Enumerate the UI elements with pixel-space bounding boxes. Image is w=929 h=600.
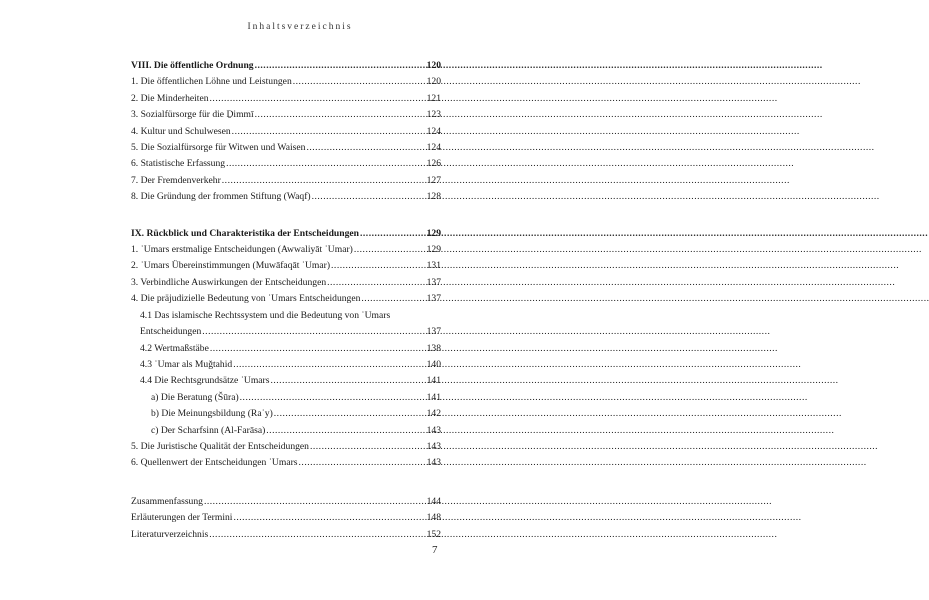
toc-heading-text: VIII. Die öffentliche Ordnung (131, 60, 254, 71)
leader-dots (310, 439, 426, 455)
toc-entry-text: 2. Die Minderheiten (131, 92, 209, 104)
toc-entry-text: 4.2 Wertmaßstäbe (140, 342, 209, 354)
toc-heading-page: 120 (426, 60, 441, 71)
toc-entry-text: 4.3 ʿUmar als Muǧtahid (140, 358, 233, 370)
leader-dots (270, 373, 425, 389)
toc-entry (131, 494, 441, 510)
toc-entry-text: 4.4 Die Rechtsgrundsätze ʿUmars (140, 375, 270, 387)
toc-entry (131, 173, 441, 189)
toc-entry-page: 124 (426, 142, 441, 154)
toc-entry (131, 156, 441, 172)
leader-dots (240, 390, 426, 406)
toc-entry-page: 141 (426, 391, 441, 403)
toc-entry-page: 148 (426, 512, 441, 524)
leader-dots (204, 494, 426, 510)
leader-dots (210, 91, 426, 107)
toc-entry-page: 120 (426, 76, 441, 88)
toc-entry (131, 455, 441, 471)
toc-back-matter (131, 494, 441, 543)
leader-dots (210, 341, 426, 357)
toc-entry-text: Erläuterungen der Termini (131, 512, 233, 524)
leader-dots (306, 140, 425, 156)
toc-entry (131, 373, 441, 389)
toc-entry-text: 8. Die Gründung der frommen Stiftung (Waqf) (131, 191, 311, 203)
toc-entry (131, 423, 441, 439)
toc-entry-page: 123 (426, 109, 441, 121)
toc-entry (131, 107, 441, 123)
toc-entry-page: 143 (426, 424, 441, 436)
toc-entry-text: 2. ʿUmars Übereinstimmungen (Muwāfaqāt ʿUmar) (131, 260, 331, 272)
toc-entry-text: Entscheidungen (140, 326, 202, 338)
toc-entry-page: 143 (426, 440, 441, 452)
toc-entry-text: 5. Die Sozialfürsorge für Witwen und Waisen (131, 142, 306, 154)
toc-heading (131, 226, 441, 242)
toc-entry-page: 121 (426, 92, 441, 104)
leader-dots (255, 107, 426, 123)
toc-entry-text: 4. Kultur und Schulwesen (131, 125, 231, 137)
toc-entry-page: 126 (426, 158, 441, 170)
toc-entry-page: 142 (426, 408, 441, 420)
leader-dots (327, 275, 425, 291)
leader-dots (312, 189, 426, 205)
leader-dots (266, 423, 425, 439)
toc-entry (131, 258, 441, 274)
toc-entry-text: 3. Verbindliche Auswirkungen der Entscheidungen (131, 276, 327, 288)
toc-entry (131, 242, 441, 258)
table-of-contents (131, 58, 441, 543)
toc-entry-page: 127 (426, 174, 441, 186)
leader-dots (202, 324, 425, 340)
toc-entry (131, 291, 441, 307)
toc-entry-page: 129 (426, 244, 441, 256)
toc-entry-text: 3. Sozialfürsorge für die Ḏimmī (131, 109, 254, 121)
leader-dots (274, 406, 426, 422)
leader-dots (226, 156, 426, 172)
toc-entry (131, 275, 441, 291)
toc-entry (131, 140, 441, 156)
leader-dots (222, 173, 426, 189)
toc-section-ix (131, 226, 441, 472)
toc-entry-text: Zusammenfassung (131, 495, 203, 507)
toc-entry (131, 74, 441, 90)
toc-entry-text: 6. Quellenwert der Entscheidungen ʿUmars (131, 457, 298, 469)
toc-entry (131, 189, 441, 205)
leader-dots (233, 357, 425, 373)
toc-entry (131, 406, 441, 422)
toc-entry (131, 510, 441, 526)
toc-entry-text: 1. Die öffentlichen Löhne und Leistungen (131, 76, 292, 88)
toc-entry (131, 341, 441, 357)
toc-entry-text: b) Die Meinungsbildung (Raʾy) (151, 408, 273, 420)
toc-entry (131, 91, 441, 107)
toc-entry-text: 1. ʿUmars erstmalige Entscheidungen (Awwaliyāt ʿUmar) (131, 244, 353, 256)
toc-entry (131, 527, 441, 543)
toc-entry-page: 140 (426, 358, 441, 370)
toc-entry-page: 152 (426, 528, 441, 540)
toc-entry-page: 137 (426, 326, 441, 338)
toc-entry (131, 124, 441, 140)
page-number: 7 (432, 544, 438, 556)
leader-dots (360, 226, 426, 242)
toc-entry-page: 137 (426, 293, 441, 305)
toc-entry-page: 137 (426, 276, 441, 288)
leader-dots (293, 74, 426, 90)
toc-entry-page: 131 (426, 260, 441, 272)
toc-heading (131, 58, 441, 74)
toc-entry-text: Literaturverzeichnis (131, 528, 209, 540)
toc-entry-page: 141 (426, 375, 441, 387)
toc-section-viii (131, 58, 441, 206)
toc-entry-page: 128 (426, 191, 441, 203)
toc-entry-text: 7. Der Fremdenverkehr (131, 174, 221, 186)
leader-dots (299, 455, 426, 471)
leader-dots (233, 510, 425, 526)
leader-dots (354, 242, 426, 258)
toc-entry-page: 138 (426, 342, 441, 354)
leader-dots (331, 258, 426, 274)
toc-entry-page: 144 (426, 495, 441, 507)
toc-entry-text: 5. Die Juristische Qualität der Entscheidungen (131, 440, 309, 452)
toc-heading-text: IX. Rückblick und Charakteristika der Entscheidungen (131, 227, 359, 239)
toc-entry-text: c) Der Scharfsinn (Al-Farāsa) (151, 424, 266, 436)
leader-dots (232, 124, 426, 140)
leader-dots (255, 58, 426, 74)
toc-entry-text: a) Die Beratung (Šūra) (151, 391, 239, 403)
toc-entry-page: 124 (426, 125, 441, 137)
toc-entry (131, 439, 441, 455)
toc-entry-text: 6. Statistische Erfassung (131, 158, 226, 170)
leader-dots (361, 291, 425, 307)
toc-entry-text: 4. Die präjudizielle Bedeutung von ʿUmars Entscheidungen (131, 293, 361, 305)
running-head: Inhaltsverzeichnis (247, 22, 353, 32)
toc-entry-first-line: 4.1 Das islamische Rechtssystem und die Bedeutung von ʿUmars (140, 309, 391, 321)
toc-entry (131, 357, 441, 373)
toc-entry-page: 143 (426, 457, 441, 469)
toc-entry (131, 324, 441, 340)
leader-dots (209, 527, 425, 543)
toc-heading-page: 129 (426, 227, 441, 239)
toc-entry (131, 390, 441, 406)
